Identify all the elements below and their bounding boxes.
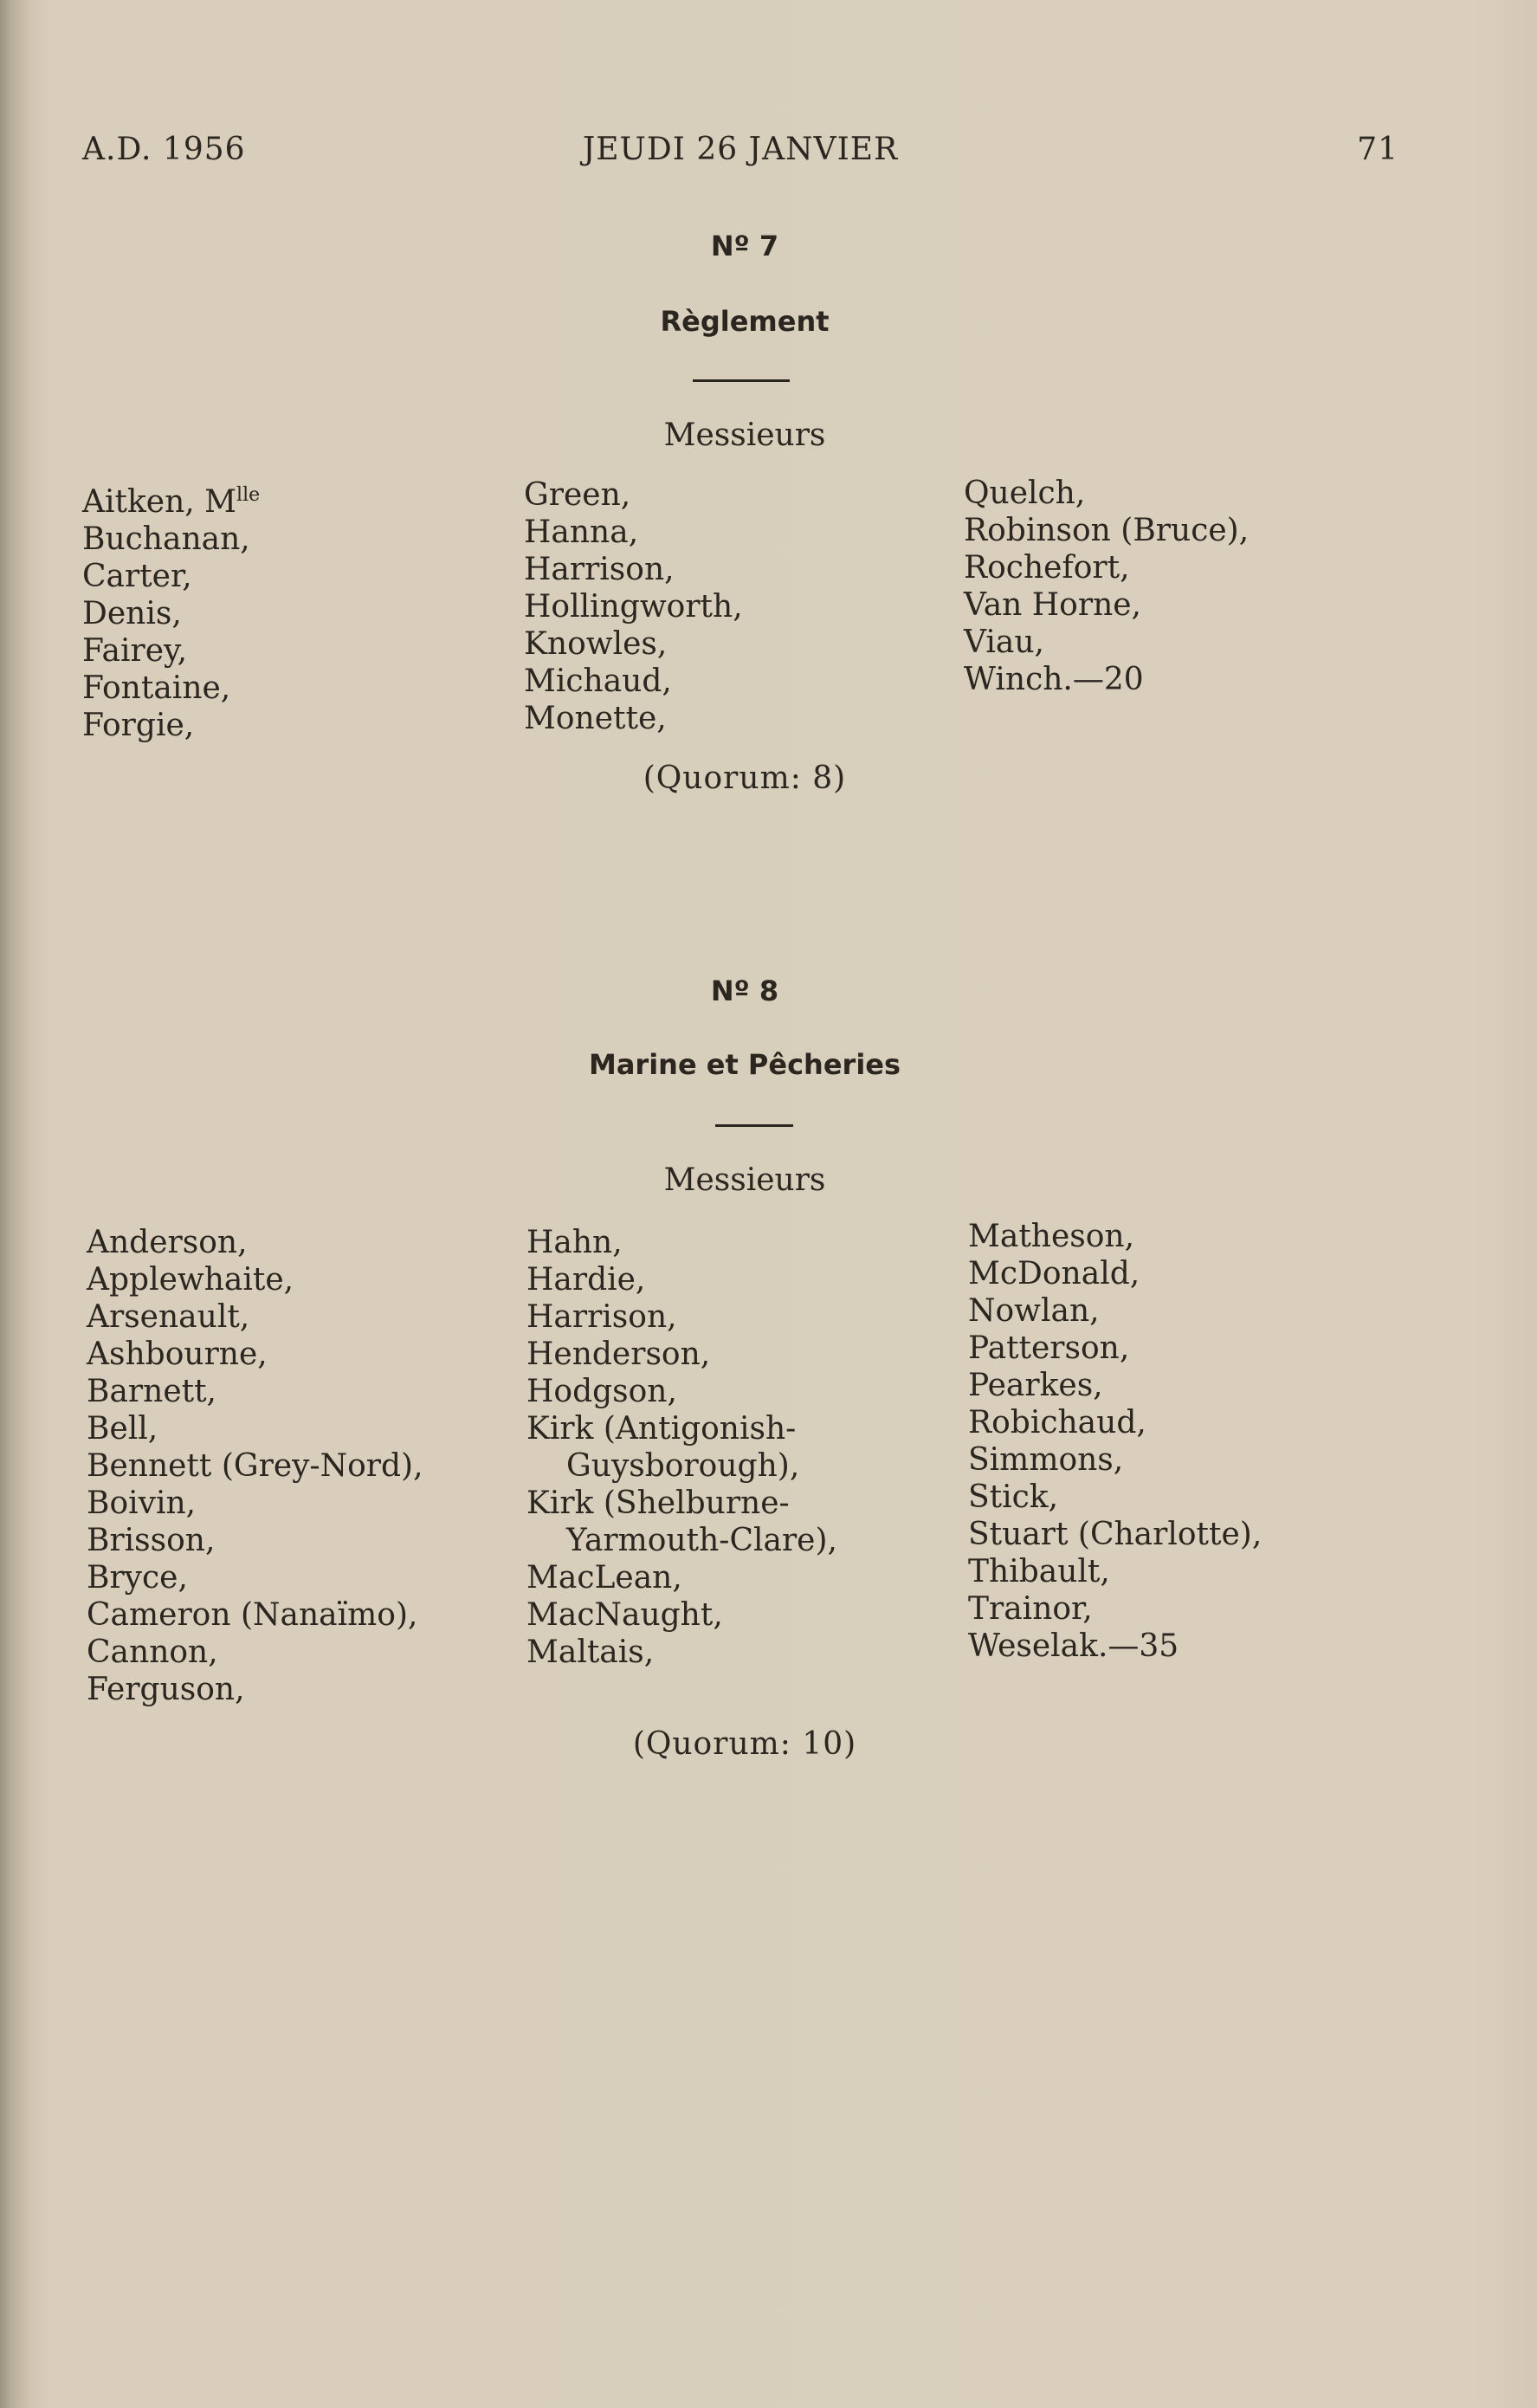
member-name: Thibault, <box>968 1554 1110 1589</box>
member-name: Arsenault, <box>87 1299 250 1335</box>
member-name: Winch.—20 <box>964 662 1144 697</box>
member-name: Carter, <box>82 559 192 594</box>
member-name: Matheson, <box>968 1219 1135 1254</box>
page-number: 71 <box>1357 132 1398 167</box>
member-name: Fairey, <box>82 633 188 669</box>
running-header-year: A.D. 1956 <box>82 132 246 167</box>
member-name: Maltais, <box>526 1634 655 1670</box>
member-name: Cameron (Nanaïmo), <box>87 1597 418 1633</box>
member-name: Nowlan, <box>968 1293 1100 1329</box>
member-name: Monette, <box>524 701 667 736</box>
committee-title: Règlement <box>660 305 830 338</box>
committee-number: Nº 7 <box>710 230 779 262</box>
member-name: Hanna, <box>524 515 639 550</box>
member-column-2 <box>524 476 743 737</box>
member-name: Denis, <box>82 596 182 631</box>
member-name: Robichaud, <box>968 1405 1146 1440</box>
member-name: Buchanan, <box>82 521 250 557</box>
member-name: Simmons, <box>968 1442 1124 1478</box>
members-heading: Messieurs <box>663 1162 826 1198</box>
member-column-2 <box>526 1224 837 1671</box>
member-name: Harrison, <box>524 552 675 587</box>
member-name: Van Horne, <box>964 587 1141 623</box>
member-name: Hodgson, <box>526 1374 677 1409</box>
member-name: Green, <box>524 477 631 513</box>
member-name: Applewhaite, <box>87 1262 294 1298</box>
member-name: Cannon, <box>87 1634 218 1670</box>
member-name-text: Aitken, M <box>82 484 237 520</box>
member-name: Henderson, <box>526 1337 711 1372</box>
member-name: Viau, <box>964 625 1044 660</box>
member-name: Weselak.—35 <box>968 1628 1179 1664</box>
member-name: Kirk (Shelburne- <box>526 1486 790 1521</box>
member-name: Trainor, <box>968 1591 1093 1627</box>
quorum-note: (Quorum: 8) <box>643 761 847 796</box>
divider-rule <box>693 379 790 382</box>
member-name: Hardie, <box>526 1262 646 1298</box>
member-name-continuation: Yarmouth-Clare), <box>566 1523 837 1558</box>
member-name: Pearkes, <box>968 1368 1103 1403</box>
member-name-continuation: Guysborough), <box>566 1448 800 1484</box>
member-name: Fontaine, <box>82 670 231 706</box>
member-name: Harrison, <box>526 1299 677 1335</box>
running-header-date: JEUDI 26 JANVIER <box>582 132 899 167</box>
member-name: Bryce, <box>87 1560 188 1596</box>
member-name: Ashbourne, <box>87 1337 268 1372</box>
member-name: MacNaught, <box>526 1597 723 1633</box>
committee-number: Nº 8 <box>710 974 779 1007</box>
member-name-superscript: lle <box>236 484 261 506</box>
member-name: Hahn, <box>526 1225 623 1260</box>
member-name <box>82 476 260 521</box>
divider-rule <box>715 1124 793 1127</box>
member-column-3 <box>968 1218 1262 1665</box>
member-name: Bennett (Grey-Nord), <box>87 1448 423 1484</box>
member-name: Hollingworth, <box>524 589 743 625</box>
quorum-note: (Quorum: 10) <box>632 1726 857 1762</box>
member-name: Michaud, <box>524 663 672 699</box>
member-name: Stuart (Charlotte), <box>968 1517 1263 1552</box>
member-name: Forgie, <box>82 708 195 743</box>
member-name: Quelch, <box>964 476 1086 511</box>
member-name: Kirk (Antigonish- <box>526 1411 797 1447</box>
member-name: Boivin, <box>87 1486 197 1521</box>
member-name: Stick, <box>968 1479 1059 1515</box>
member-name: McDonald, <box>968 1256 1140 1291</box>
member-name: Patterson, <box>968 1330 1130 1366</box>
members-heading: Messieurs <box>663 418 826 453</box>
member-column-3 <box>964 475 1249 698</box>
member-name: Ferguson, <box>87 1672 245 1707</box>
member-column-1 <box>82 476 260 744</box>
member-column-1 <box>87 1224 423 1708</box>
member-name: Anderson, <box>87 1225 248 1260</box>
member-name: Rochefort, <box>964 550 1130 586</box>
member-name: MacLean, <box>526 1560 682 1596</box>
member-name: Robinson (Bruce), <box>964 513 1250 548</box>
member-name: Barnett, <box>87 1374 216 1409</box>
member-name: Knowles, <box>524 626 668 662</box>
member-name: Brisson, <box>87 1523 216 1558</box>
member-name: Bell, <box>87 1411 158 1447</box>
committee-title: Marine et Pêcheries <box>588 1048 901 1081</box>
